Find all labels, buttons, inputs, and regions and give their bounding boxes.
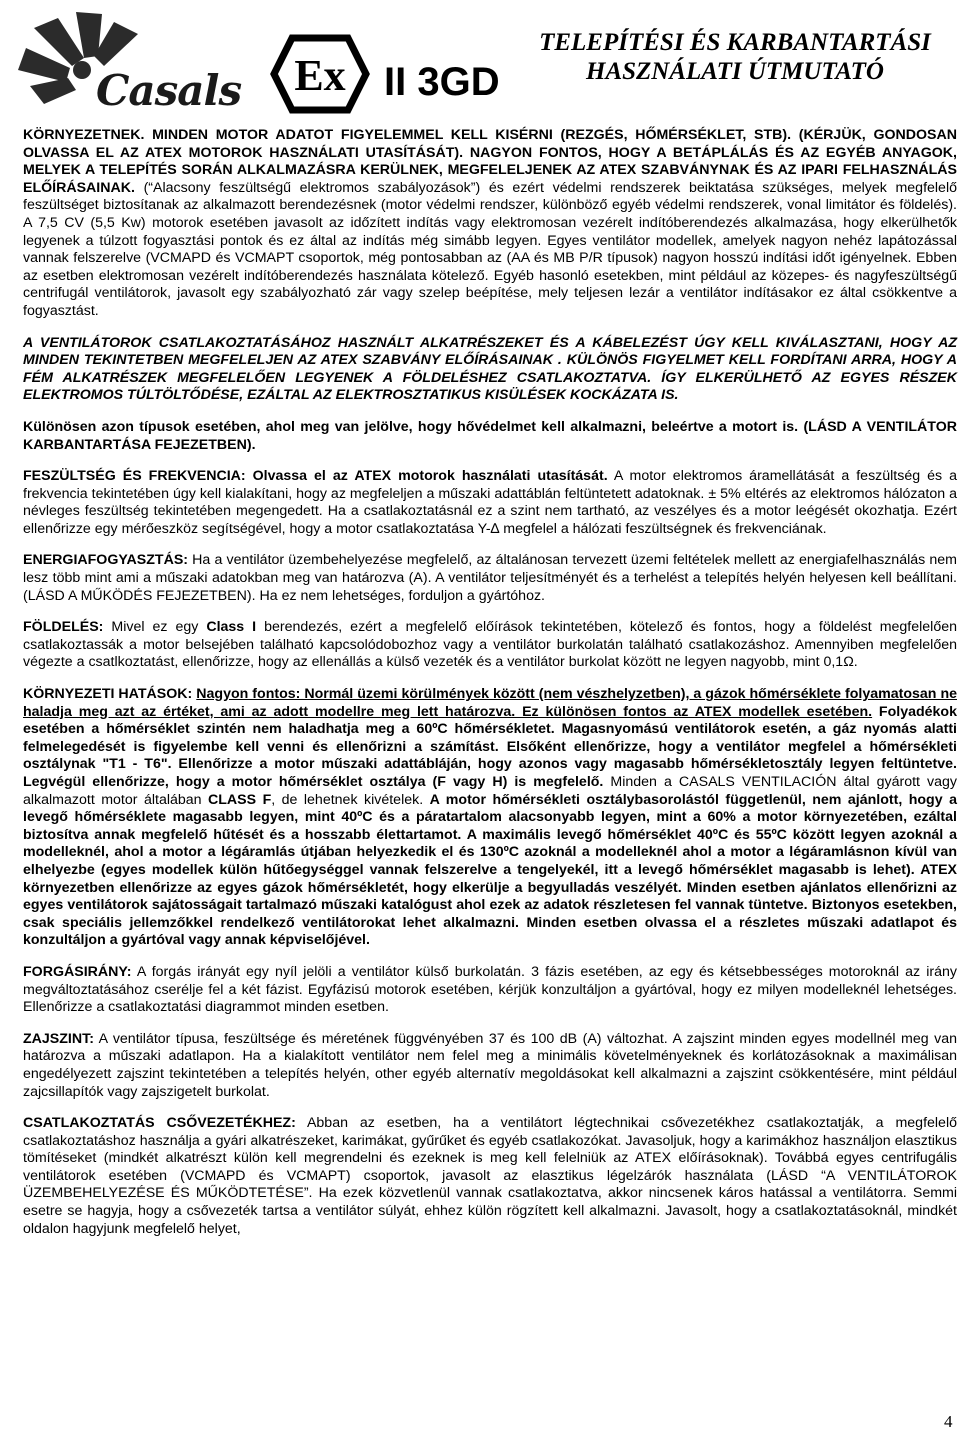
casals-logo-text: Casals (96, 66, 242, 115)
energy-heading: ENERGIAFOGYASZTÁS: (23, 552, 189, 569)
atex-class-label: II 3GD (384, 60, 500, 104)
casals-logo (14, 8, 242, 123)
environmental-text-1: Minden a CASALS VENTILACIÓN által gyárott vagy alkalmazott motor általában (23, 774, 957, 808)
environmental-text-2: , de lehetnek kivételek. (271, 791, 430, 808)
rotation-heading: FORGÁSIRÁNY: (23, 963, 132, 980)
noise-text: A ventilátor típusa, feszültsége és méretének függvényében 37 és 100 dB (A) változhat. A zajszint minden egyes modellnél meg van határozva a műszaki adatlapon. Ha a kialakított ventilátor nem felel meg a minimális követelményeknek és korlátozásoknak a maximálisan engedélyezett zajszint tekintetében a telepítés helyén, other egyéb alternatív megoldásokat kell alkalmazni a zajszint csökkentésére, mint például zajcsillapítók vagy zajszigetelt burkolat. (23, 1030, 957, 1100)
grounding-text-1: Mivel ez egy (103, 619, 207, 636)
low-voltage-text: (“Alacsony feszültségű elektromos szabályozások”) és ezért védelmi rendszerek beiktatása szükséges, melyek megfelelő feszültséget biztosítanak az alkalmazott berendezésnek (motor védelmi rendszer, különböző egyéb védelmi rendszerek, vonal limitátor és földelés). A 7,5 CV (5,5 Kw) motorok esetében javasolt az időzített indítás vagy elektromosan vezérelt indítóberendezés alkalmazása, hogy elkerülhetők legyenek a túlzott fogyasztási pontok és ez által az indítás még simább legyen. Egyes ventilátor modellek, amelyek nagyon nehéz lapátozással vannak felszerelve (VCMAPD és VCMAPT csoportok, még pontosabban az (AA és MB P/R típusok) nagyon hosszú indítási időt igényelnek. Ebben az esetben elektromosan vezérelt indítóberendezés használata kötelező. Egyéb hasonló esetekben, mint például az közepes- és nagyfeszültségű centrifugál ventilátorok, javasolt egy szabályozható zár vagy szelep beépítése, mely teljesen lezár a ventilátor indításakor ez által csökkentve a fogyasztást. (23, 179, 957, 319)
duct-text: Abban az esetben, ha a ventilátort légtechnikai csővezetékhez csatlakoztatják, a megfelelő csatlakoztatáshoz használja a gyári alkatrészeket, karimákat, gyűrűket és egyéb csatlakozókat. Javasoljuk, hogy a karimákhoz használjon elasztikus tömítéseket (mindkét alkatrészt külön kell megrendelni és ezeknek is meg kell felelniük az ATEX előírásoknak). Továbbá egyes centrifugális ventilátorok esetében (VCMAPD és VCMAPT) csoportok, javasolt az elasztikus légelzárók használata (LÁSD “A VENTILÁTOROK ÜZEMBEHELYEZÉSE ÉS MŰKÖDTETÉSE”. Ha ezek közvetlenül vannak csatlakoztatva, akkor nincsenek káros hatással a ventilátorra. Semmi esetre se hagyja, hogy a csővezeték tartsa a ventilátor súlyát, ehhez külön rögzített kell alkalmazni. Javasolt, hogy a csatlakoztatásoknál, mindkét oldalon hagyjunk megfelelő helyet, (23, 1115, 957, 1237)
ex-symbol-text: Ex (294, 51, 346, 100)
paragraph-noise-level (23, 1031, 957, 1101)
noise-heading: ZAJSZINT: (23, 1030, 94, 1047)
environmental-underlined-warning: Nagyon fontos: Normál üzemi körülmények között (nem vészhelyzetben), a gázok hőmérséklete folyamatosan ne haladja meg azt az értéket, ami az adott modellre meg lett határozva. Ez különösen fontos az ATEX modellek esetében. (23, 686, 957, 720)
paragraph-environmental-effects (23, 686, 957, 950)
grounding-heading: FÖLDELÉS: (23, 619, 104, 636)
class-f-label: CLASS F (208, 791, 272, 808)
document-body (23, 127, 957, 1252)
paragraph-grounding (23, 619, 957, 672)
class-i-label: Class I (206, 619, 257, 636)
environmental-bold-text-1: Folyadékok esetében a hőmérséklet szintén nem haladhatja meg a 60ºC hőmérsékletet. Magasnyomású ventilátorok esetén, a gáz nyomás alatti felmelegedését is figyelembe kell venni és ellenőrizni a számítást. Elsőként ellenőrizze, hogy a ventilátor megfelel a hőmérsékleti osztálynak "T1 - T6". Ellenőrizze a motor műszaki adattábláján, hogy azonos vagy magasabb hőmérsékletosztály legyen feltüntetve. Legvégül ellenőrizze, hogy a motor hőmérséklet osztálya (F vagy H) is megfelelő. (23, 703, 957, 790)
paragraph-voltage-frequency (23, 468, 957, 538)
ex-atex-hexagon-icon (270, 34, 370, 114)
page-number: 4 (944, 1412, 953, 1431)
document-title (520, 28, 950, 86)
paragraph-energy-consumption (23, 552, 957, 605)
title-line-2: HASZNÁLATI ÚTMUTATÓ (586, 58, 884, 85)
rotation-text: A forgás irányát egy nyíl jelöli a ventilátor külső burkolatán. 3 fázis esetében, az egy és kétsebbességes motoroknál az irány megváltoztatásához cserélje fel a két fázist. Egyfázisú motorok esetében, kérjük konzultáljon a gyártóval, hogy ez milyen modelleknél lehetséges. Ellenőrizze a csatlakoztatási diagrammot minden esetben. (23, 963, 957, 1016)
energy-text: Ha a ventilátor üzembehelyezése megfelelő, az általánosan tervezett üzemi feltételek mellett az energiafelhasználás nem lesz több mint ami a műszaki adatokban meg van határozva (A). A ventilátor teljesítményét és a terhelést a telepítés helyén helyesen kell beállítani. (LÁSD A MŰKÖDÉS FEJEZETBEN). Ha ez nem lehetséges, forduljon a gyártóhoz. (23, 552, 957, 604)
environmental-bold-text-2: A motor hőmérsékleti osztálybasorolástól függetlenül, nem ajánlott, hogy a levegő hőmérséklete magasabb legyen, mint 40ºC és a páratartalom alacsonyabb legyen, mint a 60% a motor környezetében, ezáltal biztosítva annak megfelelő hűtését és a hosszabb élettartamot. A maximális levegő hőmérséklet 40ºC és 55ºC között legyen azoknál a modelleknél, ahol a motor a légáramlás útjában helyezkedik el és 130ºC azoknál a modelleknél ahol a motor a légáramlásnon kívül van elhelyezbe (egyes modellek külön hűtőegységgel vannak felszerelve a tengelyekél, itt a levegő hőmérséklet magasabb is lehet). ATEX környezetben ellenőrizze az egyes gázok hőmérsékletét, hogy elkerülje a begyulladás veszélyét. Minden esetben ajánlatos ellenőrizni az egyes ventilátorok sajátosságait tartalmazó műszaki katalógust ahol ezek az adatok részletesen fel vannak tüntetve. Biztonyos esetekben, csak speciális jellemzőkkel rendelkező ventilátorokat lehet alkalmazni. Minden esetben olvassa el a részletes műszaki adatlapot és konzultáljon a gyártóval vagy annak képviselőjével. (23, 791, 957, 949)
paragraph-environment-intro (23, 127, 957, 321)
paragraph-thermal-protection: Különösen azon típusok esetében, ahol meg van jelölve, hogy hővédelmet kell alkalmazni, beleértve a motort is. (LÁSD A VENTILÁTOR KARBANTARTÁSA FEJEZETBEN). (23, 418, 957, 453)
title-line-1: TELEPÍTÉSI ÉS KARBANTARTÁSI (539, 29, 931, 56)
paragraph-duct-connection (23, 1115, 957, 1238)
voltage-frequency-text: A motor elektromos áramellátását a feszültség és a frekvencia tekintetében úgy kell kialakítani, hogy az megfeleljen a műszaki adattáblán feltüntetett adatoknak. ± 5% eltérés az elektromos hálózaton a névleges feszültség tekintetében megengedett. Ha a csatlakoztatásnál ez a szint nem tartható, az veszélyes és a motor leégését okozhatja. Ezért ellenőrizze egy mérőeszköz segítségével, hogy a motor csatlakoztatása Y-∆ megfelel a hálózati feszültségnek és frekvenciának. (23, 468, 957, 537)
duct-heading: CSATLAKOZTATÁS CSŐVEZETÉKHEZ: (23, 1115, 296, 1132)
paragraph-cabling-warning: A VENTILÁTOROK CSATLAKOZTATÁSÁHOZ HASZNÁLT ALKATRÉSZEKET ÉS A KÁBELEZÉST ÚGY KELL KIVÁLASZTANI, HOGY AZ MINDEN TEKINTETBEN MEGFELELJEN AZ ATEX SZABVÁNY ELŐÍRÁSAINAK . KÜLÖNÖS FIGYELMET KELL FORDÍTANI ARRA, HOGY A FÉM ALKATRÉSZEK MEGFELELŐEN LEGYENEK A FÖLDELÉSHEZ CSATLAKOZTATVA. ÍGY ELKERÜLHETŐ AZ EGYES RÉSZEK ELEKTROMOS TÚLTÖLTŐDÉSE, EZÁLTAL AZ ELEKTROSZTATIKUS KISÜLÉSEK KOCKÁZATA IS. (23, 334, 958, 404)
atex-warning-caps: KÖRNYEZETNEK. MINDEN MOTOR ADATOT FIGYELEMMEL KELL KISÉRNI (REZGÉS, HŐMÉRSÉKLET, STB). (KÉRJÜK, GONDOSAN OLVASSA EL AZ ATEX MOTOROK HASZNÁLATI UTASÍTÁSÁT). NAGYON FONTOS, HOGY A BETÁPLÁLÁS ÉS AZ EGYÉB ANYAGOK, MELYEK A TELEPÍTÉS SORÁN ALKALMAZÁSRA KERÜLNEK, MEGFELELJENEK AZ ATEX SZABVÁNYNAK ÉS AZ IPARI FELHASZNÁLÁS ELŐÍRÁSAINAK. (23, 127, 957, 196)
grounding-text-2: berendezés, ezért a megfelelő előírások tekintetében, kötelező és fontos, hogy a földelést megfelelően csatlakoztassák a motor belsejében található kapcsolódobozhoz vagy a ventilátor burkolatán található csatlakozáshoz. Amennyiben megfelelően végezte a csatlkoztatást, ellenőrizze, hogy az ellenállás a külső vezeték és a ventilátor burkolat között ne legyen nagyobb, mint 0,1Ω. (23, 619, 958, 671)
environmental-heading: KÖRNYEZETI HATÁSOK: (23, 686, 193, 703)
paragraph-rotation-direction (23, 964, 957, 1017)
voltage-frequency-heading: FESZÜLTSÉG ÉS FREKVENCIA: Olvassa el az ATEX motorok használati utasítását. (23, 468, 608, 485)
page-header (0, 0, 960, 125)
